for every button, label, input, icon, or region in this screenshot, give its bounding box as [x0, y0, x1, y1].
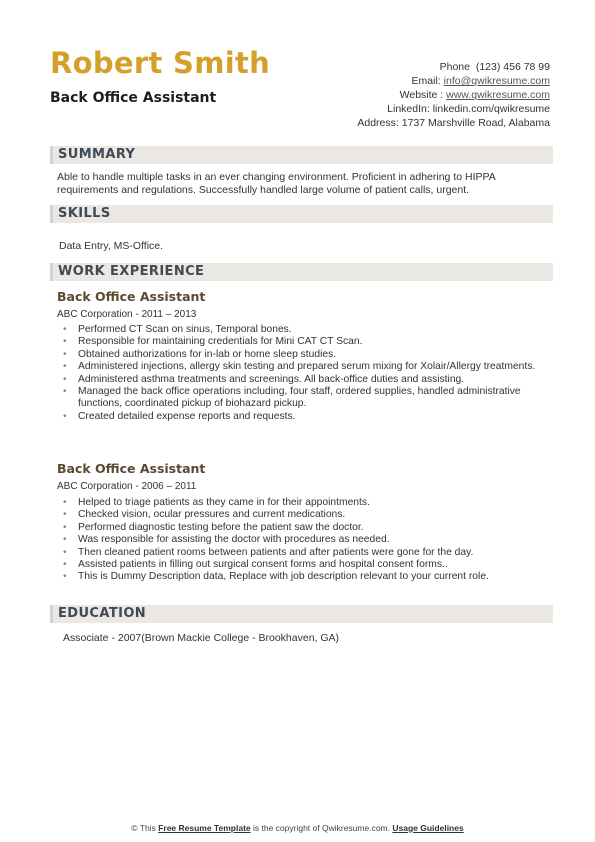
section-title: EDUCATION: [58, 606, 147, 621]
bullet-icon: •: [63, 497, 67, 508]
address-value: 1737 Marshville Road, Alabama: [401, 117, 550, 129]
list-item: • Checked vision, ocular pressures and current medications.: [63, 509, 346, 521]
section-accent: [50, 205, 53, 223]
footer-middle: is the copyright of Qwikresume.com.: [253, 823, 390, 833]
job-duties-list: [63, 497, 538, 584]
section-accent: [50, 263, 53, 281]
bullet-icon: •: [63, 546, 67, 558]
list-item: • This is Dummy Description data, Replace with job description relevant to your current role.: [63, 571, 489, 583]
list-item: • Managed the back office operations including, four staff, ordered supplies, handled administrative functions, coordinated pickup of biohazard pickup.: [63, 386, 521, 410]
email-label: Email:: [411, 75, 441, 87]
candidate-role: Back Office Assistant: [50, 90, 217, 106]
contact-linkedin: [250, 102, 550, 116]
bullet-icon: •: [63, 386, 67, 398]
summary-line: requirements and regulations. Successfully handled large volume of patient calls, urgent.: [57, 183, 470, 196]
section-accent: [50, 146, 53, 164]
candidate-name: Robert Smith: [50, 46, 271, 80]
bullet-icon: •: [63, 373, 67, 385]
contact-phone: [250, 60, 550, 74]
bullet-icon: •: [63, 509, 67, 521]
list-item: • Helped to triage patients as they came in for their appointments.: [63, 497, 370, 508]
phone-label: Phone: [439, 61, 470, 73]
section-heading-work-experience: [50, 263, 553, 281]
skills-text: Data Entry, MS-Office.: [59, 240, 164, 252]
usage-guidelines-link[interactable]: Usage Guidelines: [392, 823, 464, 833]
phone-value: (123) 456 78 99: [475, 61, 550, 73]
section-title: WORK EXPERIENCE: [58, 264, 205, 279]
summary-text: [57, 171, 552, 196]
job-company-dates: ABC Corporation - 2006 – 2011: [57, 481, 197, 492]
section-title: SUMMARY: [58, 147, 136, 162]
list-item: • Performed diagnostic testing before the patient saw the doctor.: [63, 521, 364, 533]
footer-prefix: © This: [131, 823, 156, 833]
linkedin-label: LinkedIn:: [387, 103, 430, 115]
list-item: • Responsible for maintaining credentials for Mini CAT CT Scan.: [63, 336, 363, 348]
bullet-icon: •: [63, 324, 67, 335]
bullet-icon: •: [63, 336, 67, 348]
linkedin-value: linkedin.com/qwikresume: [432, 103, 550, 115]
bullet-icon: •: [63, 521, 67, 533]
address-label: Address:: [357, 117, 399, 129]
list-item: • Obtained authorizations for in-lab or home sleep studies.: [63, 348, 337, 360]
list-item: • Performed CT Scan on sinus, Temporal bones.: [63, 324, 292, 335]
list-item: • Then cleaned patient rooms between patients and after patients were gone for the day.: [63, 546, 474, 558]
section-title: SKILLS: [58, 206, 111, 221]
email-link[interactable]: info@qwikresume.com: [443, 75, 550, 87]
bullet-icon: •: [63, 534, 67, 546]
list-item: • Administered asthma treatments and screenings. All back-office duties and assisting.: [63, 373, 465, 385]
section-heading-education: [50, 605, 553, 623]
contact-block: [250, 60, 550, 130]
bullet-icon: •: [63, 348, 67, 360]
contact-address: [250, 116, 550, 130]
job-duties-list: [63, 324, 538, 423]
section-heading-summary: [50, 146, 553, 164]
summary-line: Able to handle multiple tasks in an ever changing environment. Proficient in adhering to HIPPA: [57, 171, 496, 183]
list-item: • Assisted patients in filling out surgical consent forms and hospital consent forms..: [63, 559, 448, 571]
job-company-dates: ABC Corporation - 2011 – 2013: [57, 309, 197, 320]
list-item: • Administered injections, allergy skin testing and prepared serum mixing for Xolair/Allergy treatments.: [63, 361, 536, 373]
education-text: Associate - 2007(Brown Mackie College - Brookhaven, GA): [63, 632, 340, 644]
list-item: • Was responsible for assisting the doctor with procedures as needed.: [63, 534, 390, 546]
list-item: • Created detailed expense reports and requests.: [63, 410, 296, 422]
bullet-icon: •: [63, 410, 67, 422]
bullet-icon: •: [63, 559, 67, 571]
website-link[interactable]: www.qwikresume.com: [446, 89, 550, 101]
section-heading-skills: [50, 205, 553, 223]
bullet-icon: •: [63, 571, 67, 583]
job-title: Back Office Assistant: [57, 461, 206, 476]
job-title: Back Office Assistant: [57, 289, 206, 304]
bullet-icon: •: [63, 361, 67, 373]
footer-copyright: [0, 823, 595, 833]
website-label: Website :: [399, 89, 444, 101]
contact-website: [250, 88, 550, 102]
section-accent: [50, 605, 53, 623]
contact-email: [250, 74, 550, 88]
free-resume-template-link[interactable]: Free Resume Template: [158, 823, 251, 833]
